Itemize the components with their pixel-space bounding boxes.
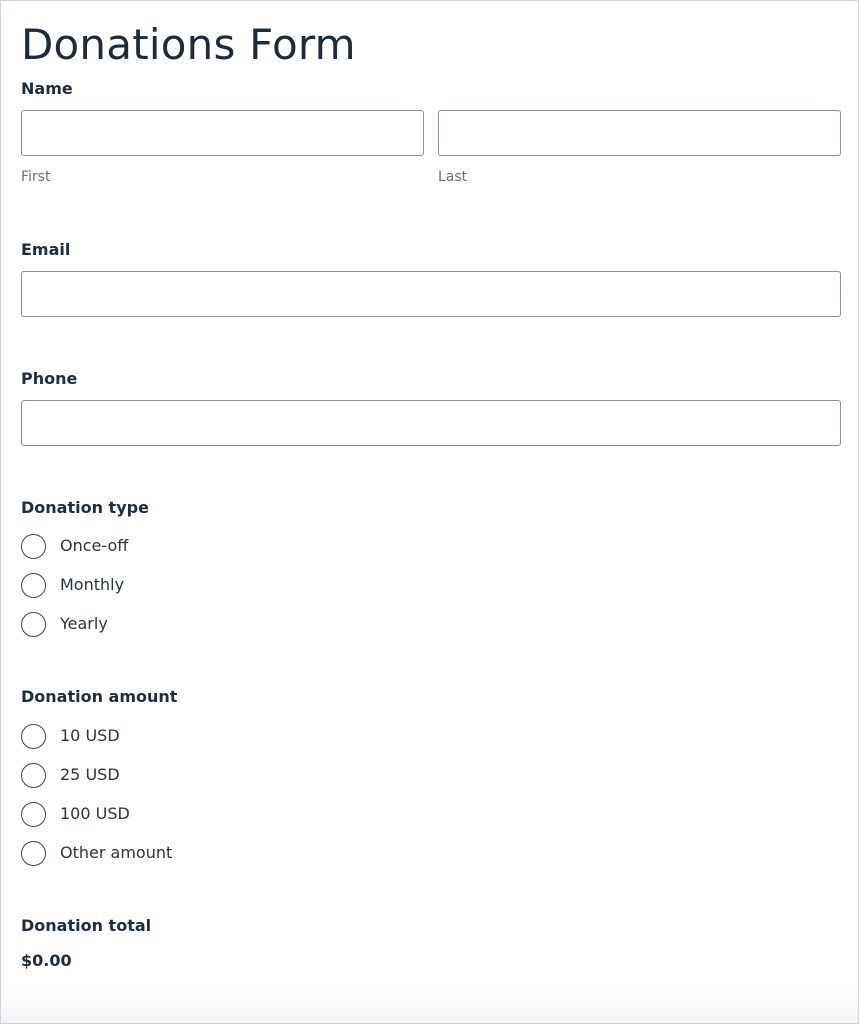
- radio-option-label: Once-off: [60, 536, 129, 555]
- radio-option-label: Monthly: [60, 575, 125, 594]
- first-name-input[interactable]: [21, 110, 424, 156]
- email-input[interactable]: [21, 271, 841, 317]
- radio-option-label: Yearly: [60, 614, 108, 633]
- donation-amount-option-100[interactable]: [21, 801, 130, 827]
- donation-amount-option-other[interactable]: [21, 840, 172, 866]
- last-name-input[interactable]: [438, 110, 841, 156]
- radio-circle-icon[interactable]: [21, 802, 46, 827]
- radio-option-label: 10 USD: [60, 726, 120, 745]
- donation-amount-option-25[interactable]: [21, 762, 120, 788]
- email-label: Email: [21, 240, 71, 259]
- donation-total-value: $0.00: [21, 951, 72, 970]
- phone-input[interactable]: [21, 400, 841, 446]
- radio-circle-icon[interactable]: [21, 724, 46, 749]
- donation-type-option-once-off[interactable]: [21, 533, 128, 559]
- donation-type-option-yearly[interactable]: [21, 611, 108, 637]
- radio-circle-icon[interactable]: [21, 573, 46, 598]
- donation-type-option-monthly[interactable]: [21, 572, 124, 598]
- last-name-sublabel: Last: [438, 169, 468, 185]
- radio-option-label: 100 USD: [60, 804, 130, 823]
- first-name-sublabel: First: [21, 169, 51, 185]
- donation-type-label: Donation type: [21, 498, 149, 517]
- phone-label: Phone: [21, 369, 78, 388]
- name-label: Name: [21, 79, 73, 98]
- form-title: Donations Form: [21, 20, 356, 69]
- donation-amount-option-10[interactable]: [21, 723, 120, 749]
- radio-circle-icon[interactable]: [21, 534, 46, 559]
- radio-option-label: Other amount: [60, 843, 173, 862]
- radio-circle-icon[interactable]: [21, 841, 46, 866]
- donation-total-label: Donation total: [21, 916, 152, 935]
- radio-option-label: 25 USD: [60, 765, 120, 784]
- radio-circle-icon[interactable]: [21, 612, 46, 637]
- radio-circle-icon[interactable]: [21, 763, 46, 788]
- donation-amount-label: Donation amount: [21, 687, 178, 706]
